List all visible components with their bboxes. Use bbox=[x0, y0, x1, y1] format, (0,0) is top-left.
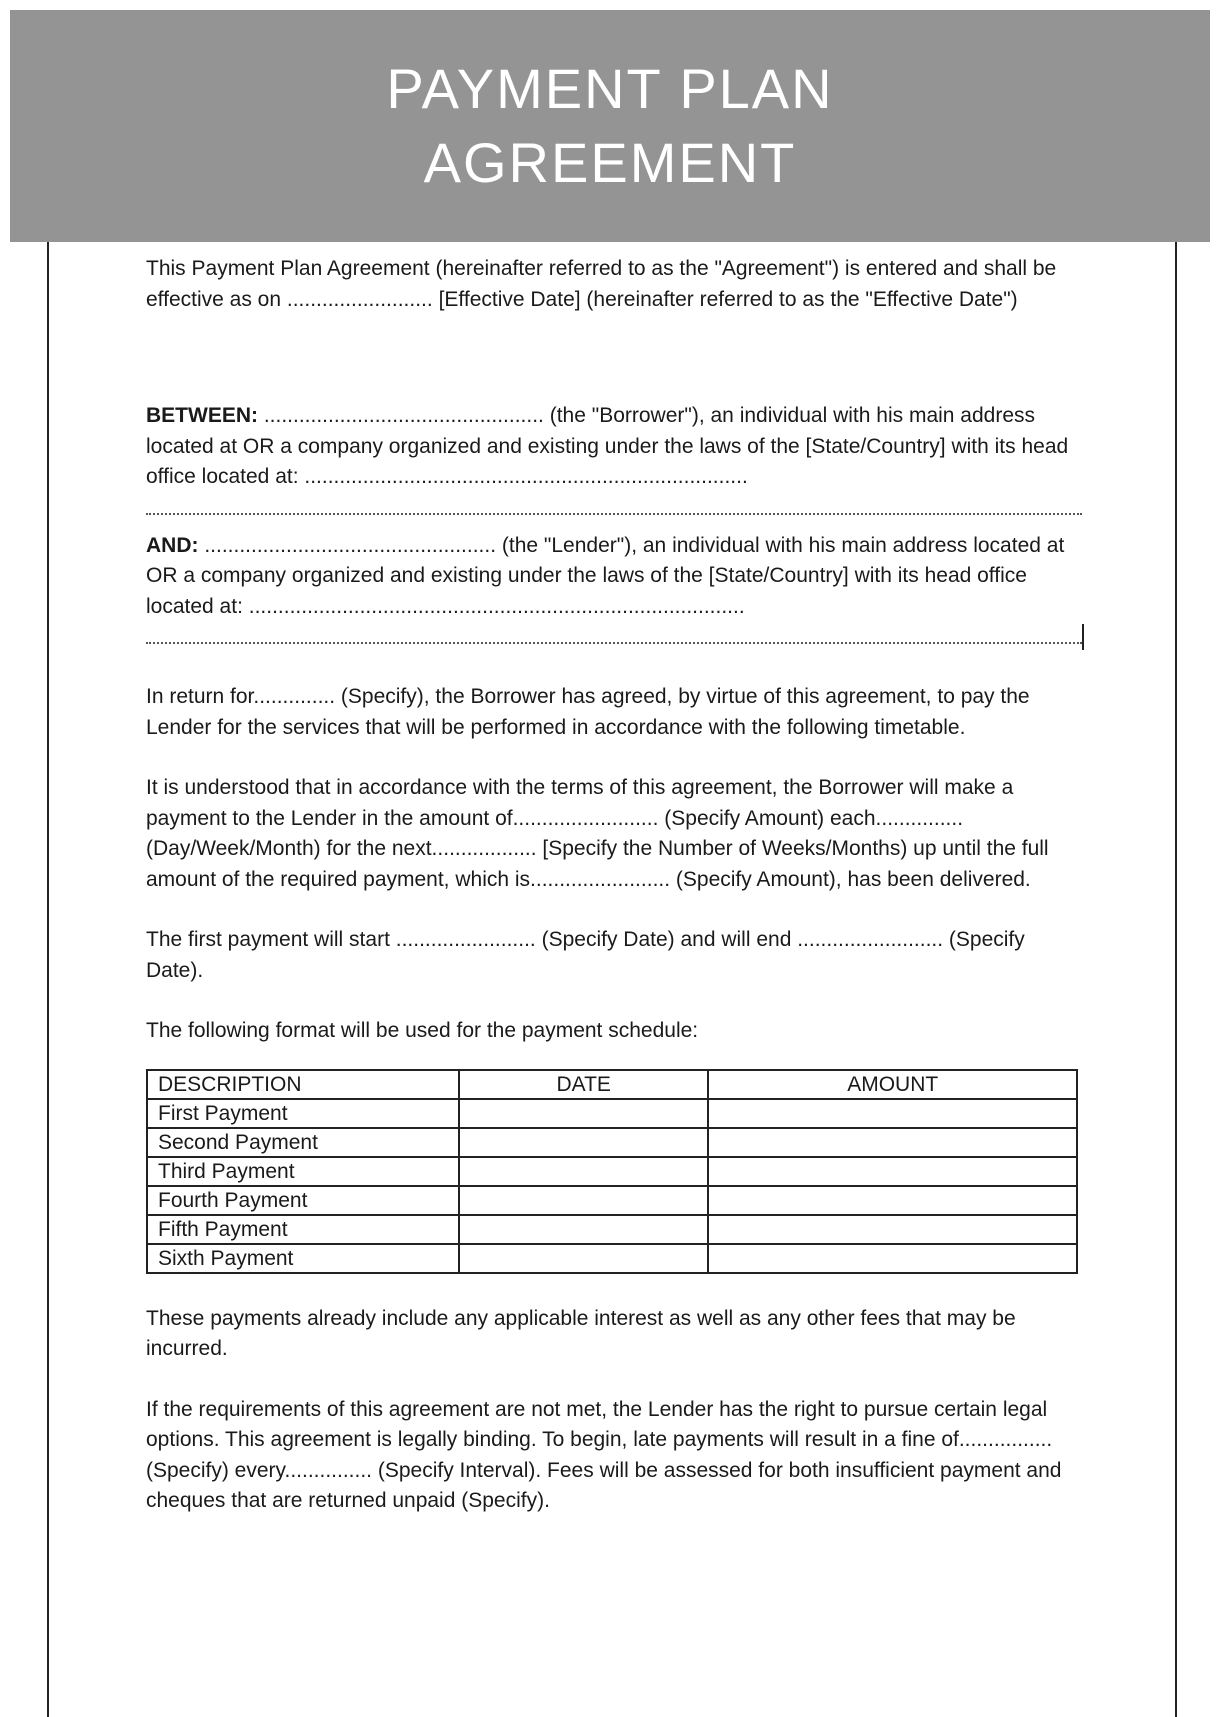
lender-address-line[interactable] bbox=[146, 622, 1086, 652]
title-line-2: AGREEMENT bbox=[423, 131, 797, 194]
header-amount: AMOUNT bbox=[708, 1070, 1077, 1099]
row-date-cell[interactable] bbox=[459, 1099, 708, 1128]
requirements-paragraph: If the requirements of this agreement are not met, the Lender has the right to pursue certain legal options. This agreement is legally binding. To begin, late payments will result in a fine of................ (Specify) every............... (Specify Interval). Fees will be assessed for both insufficient payment and cheques that are returned unpaid (Specify). bbox=[146, 1397, 1062, 1512]
table-row bbox=[147, 1244, 1077, 1273]
return-paragraph: In return for.............. (Specify), the Borrower has agreed, by virtue of this agreement, to pay the Lender for the services that will be performed in accordance with the following timetable. bbox=[146, 685, 1030, 739]
document-body bbox=[146, 254, 1086, 1517]
text-cursor bbox=[1082, 624, 1084, 650]
row-description: Second Payment bbox=[147, 1128, 459, 1157]
row-date-cell[interactable] bbox=[459, 1244, 708, 1273]
row-amount-cell[interactable] bbox=[708, 1128, 1077, 1157]
table-row bbox=[147, 1157, 1077, 1186]
row-date-cell[interactable] bbox=[459, 1157, 708, 1186]
row-description: Sixth Payment bbox=[147, 1244, 459, 1273]
payment-schedule-table bbox=[146, 1069, 1078, 1274]
table-row bbox=[147, 1128, 1077, 1157]
page-border-right bbox=[1175, 242, 1177, 1717]
row-description: Third Payment bbox=[147, 1157, 459, 1186]
row-amount-cell[interactable] bbox=[708, 1186, 1077, 1215]
table-row bbox=[147, 1099, 1077, 1128]
table-header-row bbox=[147, 1070, 1077, 1099]
between-text: ................................................ (the "Borrower"), an individual with his main address located at OR a company organized and existing under the laws of the [State/Country] with its head office located at: ............................................................................ bbox=[146, 404, 1069, 488]
title-banner bbox=[10, 10, 1210, 242]
format-paragraph: The following format will be used for the payment schedule: bbox=[146, 1019, 699, 1042]
and-paragraph bbox=[146, 531, 1086, 623]
fees-paragraph: These payments already include any applicable interest as well as any other fees that may be incurred. bbox=[146, 1306, 1016, 1360]
between-label: BETWEEN: bbox=[146, 404, 258, 427]
table-row bbox=[147, 1186, 1077, 1215]
row-description: First Payment bbox=[147, 1099, 459, 1128]
header-date: DATE bbox=[459, 1070, 708, 1099]
between-paragraph bbox=[146, 401, 1086, 493]
and-label: AND: bbox=[146, 533, 199, 557]
and-text: .................................................. (the "Lender"), an individual with his main address located at OR a company organized and existing under the laws of the [State/Country] with its head office located at: ..................................................................................... bbox=[146, 533, 1065, 618]
borrower-address-line[interactable] bbox=[146, 493, 1086, 523]
row-amount-cell[interactable] bbox=[708, 1099, 1077, 1128]
first-payment-paragraph: The first payment will start ........................ (Specify Date) and will end ......................... (Specify Date). bbox=[146, 928, 1025, 982]
intro-paragraph: This Payment Plan Agreement (hereinafter referred to as the "Agreement") is entered and shall be effective as on ......................... [Effective Date] (hereinafter referred to as the "Effective Date") bbox=[146, 257, 1057, 311]
row-description: Fourth Payment bbox=[147, 1186, 459, 1215]
row-description: Fifth Payment bbox=[147, 1215, 459, 1244]
title-line-1: PAYMENT PLAN bbox=[386, 57, 834, 120]
page-border-left bbox=[47, 242, 49, 1717]
row-amount-cell[interactable] bbox=[708, 1215, 1077, 1244]
header-description: DESCRIPTION bbox=[147, 1070, 459, 1099]
row-date-cell[interactable] bbox=[459, 1128, 708, 1157]
row-date-cell[interactable] bbox=[459, 1186, 708, 1215]
row-amount-cell[interactable] bbox=[708, 1157, 1077, 1186]
row-date-cell[interactable] bbox=[459, 1215, 708, 1244]
row-amount-cell[interactable] bbox=[708, 1244, 1077, 1273]
table-row bbox=[147, 1215, 1077, 1244]
payment-terms-paragraph: It is understood that in accordance with the terms of this agreement, the Borrower will make a payment to the Lender in the amount of......................... (Specify Amount) each............... (Day/Week/Month) for the next.................. [Specify the Number of Weeks/Months) up until the full amount of the required payment, which is........................ (Specify Amount), has been delivered. bbox=[146, 776, 1049, 891]
